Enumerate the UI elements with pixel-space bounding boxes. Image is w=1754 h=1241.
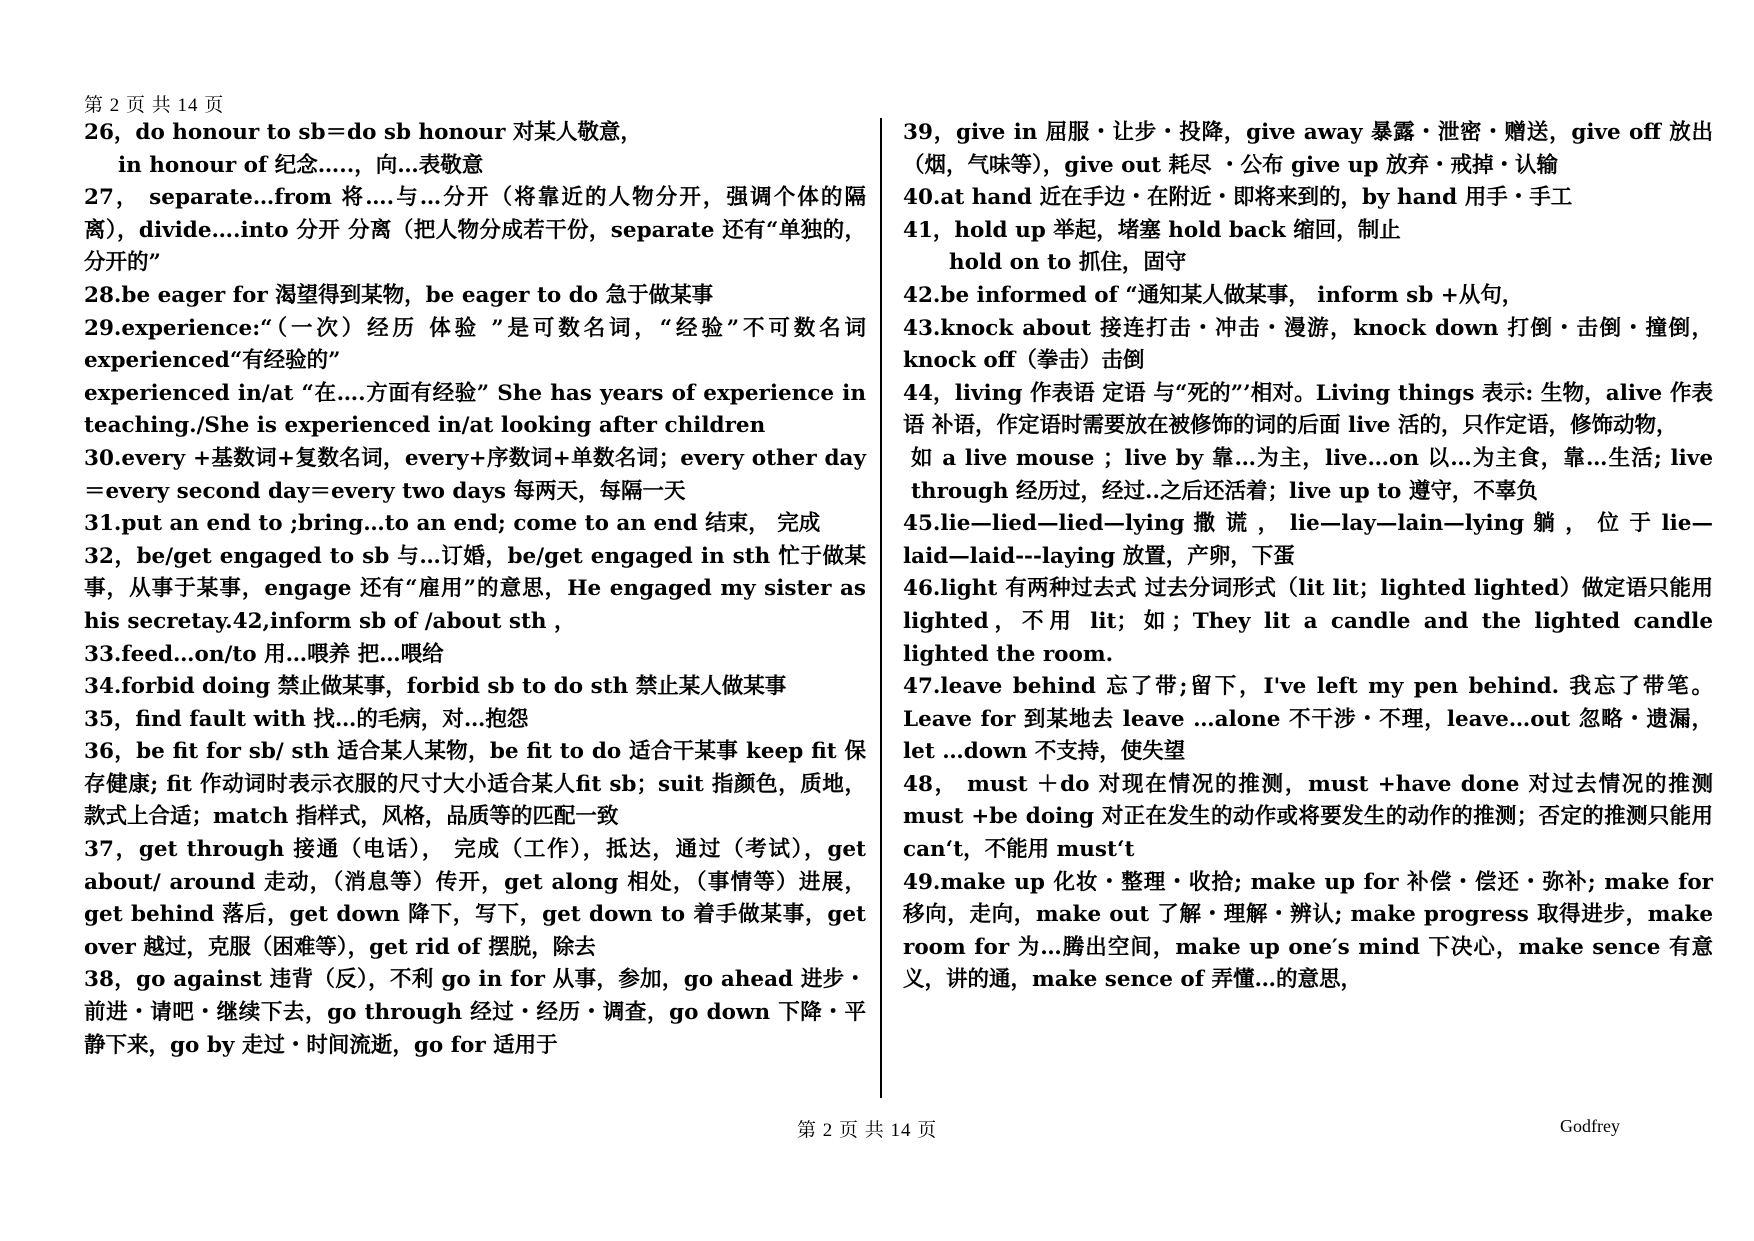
entry-42: 42.be informed of “通知某人做某事， inform sb +从句， [903,282,1524,308]
entry-35: 35，find fault with 找…的毛病，对…抱怨 [84,706,529,732]
entry-36: 36，be fit for sb/ sth 适合某人某物，be fit to do 适合干某事 keep fit 保存健康; fit 作动词时表示衣服的尺寸大小适合某人fit sb；suit 指颜色，质地，款式上合适；match 指样式，风格，品质等的匹配一致 [84,739,866,830]
entry-34: 34.forbid doing 禁止做某事，forbid sb to do sth 禁止某人做某事 [84,674,787,700]
entry-33: 33.feed…on/to 用…喂养 把…喂给 [84,641,444,667]
entry-49: 49.make up 化妆・整理・收拾; make up for 补偿・偿还・弥补; make for 移向，走向，make out 了解・理解・辨认; make progress 取得进步，make room for 为…腾出空间，make up one′s mind 下决心，make sence 有意义，讲的通，make sence of 弄懂…的意思， [903,869,1713,993]
entry-44: 44，living 作表语 定语 与“死的”’相对。Living things 表示: 生物，alive 作表语 补语，作定语时需要放在被修饰的词的后面 live 活的，只作定语，修饰动物， [903,380,1713,439]
entry-26: 26，do honour to sb＝do sb honour 对某人敬意， [84,120,642,145]
page-header: 第 2 页 共 14 页 [84,95,225,116]
entry-41: 41，hold up 举起，堵塞 hold back 缩回，制止 [903,217,1401,243]
entry-41-continued: hold on to 抓住，固守 [949,250,1187,276]
entry-26-continued: in honour of 纪念…..，向…表敬意 [118,152,484,178]
entry-32: 32，be/get engaged to sb 与…订婚，be/get engaged in sth 忙于做某事，从事于某事，engage 还有“雇用”的意思，He engaged my sister as his secretay.42,inform sb of /about sth ， [84,543,866,634]
entry-48: 48， must ＋do 对现在情况的推测，must +have done 对过去情况的推测 must +be doing 对正在发生的动作或将要发生的动作的推测；否定的推测只能用 can‘t，不能用 must‘t [903,771,1713,863]
entry-27: 27， separate…from 将….与…分开（将靠近的人物分开，强调个体的隔离），divide….into 分开 分离（把人物分成若干份，separate 还有“单独的，分开的” [84,185,866,276]
right-column [903,117,1713,997]
entry-37: 37，get through 接通（电话）， 完成（工作），抵达，通过（考试），get about/ around 走动，（消息等）传开，get along 相处，（事情等）进展，get behind 落后，get down 降下，写下，get down to 着手做某事，get over 越过，克服（困难等），get rid of 摆脱，除去 [84,837,866,960]
entry-28: 28.be eager for 渴望得到某物，be eager to do 急于做某事 [84,282,714,308]
entry-29: 29.experience:“（一次）经历 体验 ”是可数名词，“经验”不可数名词 experienced“有经验的” [84,315,866,374]
entry-29-example: experienced in/at “在….方面有经验” She has years of experience in teaching./She is experienced in/at looking after children [84,380,866,439]
entry-44-continued: 如 a live mouse ；live by 靠…为主，live…on 以…为主食，靠…生活; live through 经历过，经过..之后还活着；live up to 遵守，不辜负 [911,445,1713,504]
entry-30: 30.every +基数词+复数名词，every+序数词+单数名词；every other day＝every second day＝every two days 每两天，每隔一天 [84,445,866,504]
entry-45: 45.lie—lied—lied—lying 撒 谎 ， lie—lay—lain—lying 躺 ， 位 于 lie—laid—laid---laying 放置，产卵，下蛋 [903,511,1713,569]
left-column [84,117,866,1062]
entry-39: 39，give in 屈服・让步・投降，give away 暴露・泄密・赠送，give off 放出（烟，气味等），give out 耗尽 ・公布 give up 放弃・戒掉・认输 [903,120,1713,178]
column-divider [880,118,882,1098]
entry-38: 38，go against 违背（反），不利 go in for 从事，参加，go ahead 进步・前进・请吧・继续下去，go through 经过・经历・调查，go down 下降・平静下来，go by 走过・时间流逝，go for 适用于 [84,967,866,1058]
entry-47: 47.leave behind 忘了带;留下，I've left my pen behind. 我忘了带笔。Leave for 到某地去 leave …alone 不干涉・不理，leave…out 忽略・遗漏，let …down 不支持，使失望 [903,674,1713,765]
footer-author: Godfrey [1560,1116,1620,1136]
entry-43: 43.knock about 接连打击・冲击・漫游，knock down 打倒・击倒・撞倒，knock off（拳击）击倒 [903,315,1713,374]
entry-40: 40.at hand 近在手边・在附近・即将来到的，by hand 用手・手工 [903,185,1573,211]
entry-46: 46.light 有两种过去式 过去分词形式（lit lit；lighted lighted）做定语只能用 lighted，不用 lit；如；They lit a candle and the lighted candle lighted the room. [903,576,1713,667]
footer-page-number: 第 2 页 共 14 页 [797,1120,938,1141]
entry-31: 31.put an end to ;bring…to an end; come to an end 结束， 完成 [84,511,821,537]
